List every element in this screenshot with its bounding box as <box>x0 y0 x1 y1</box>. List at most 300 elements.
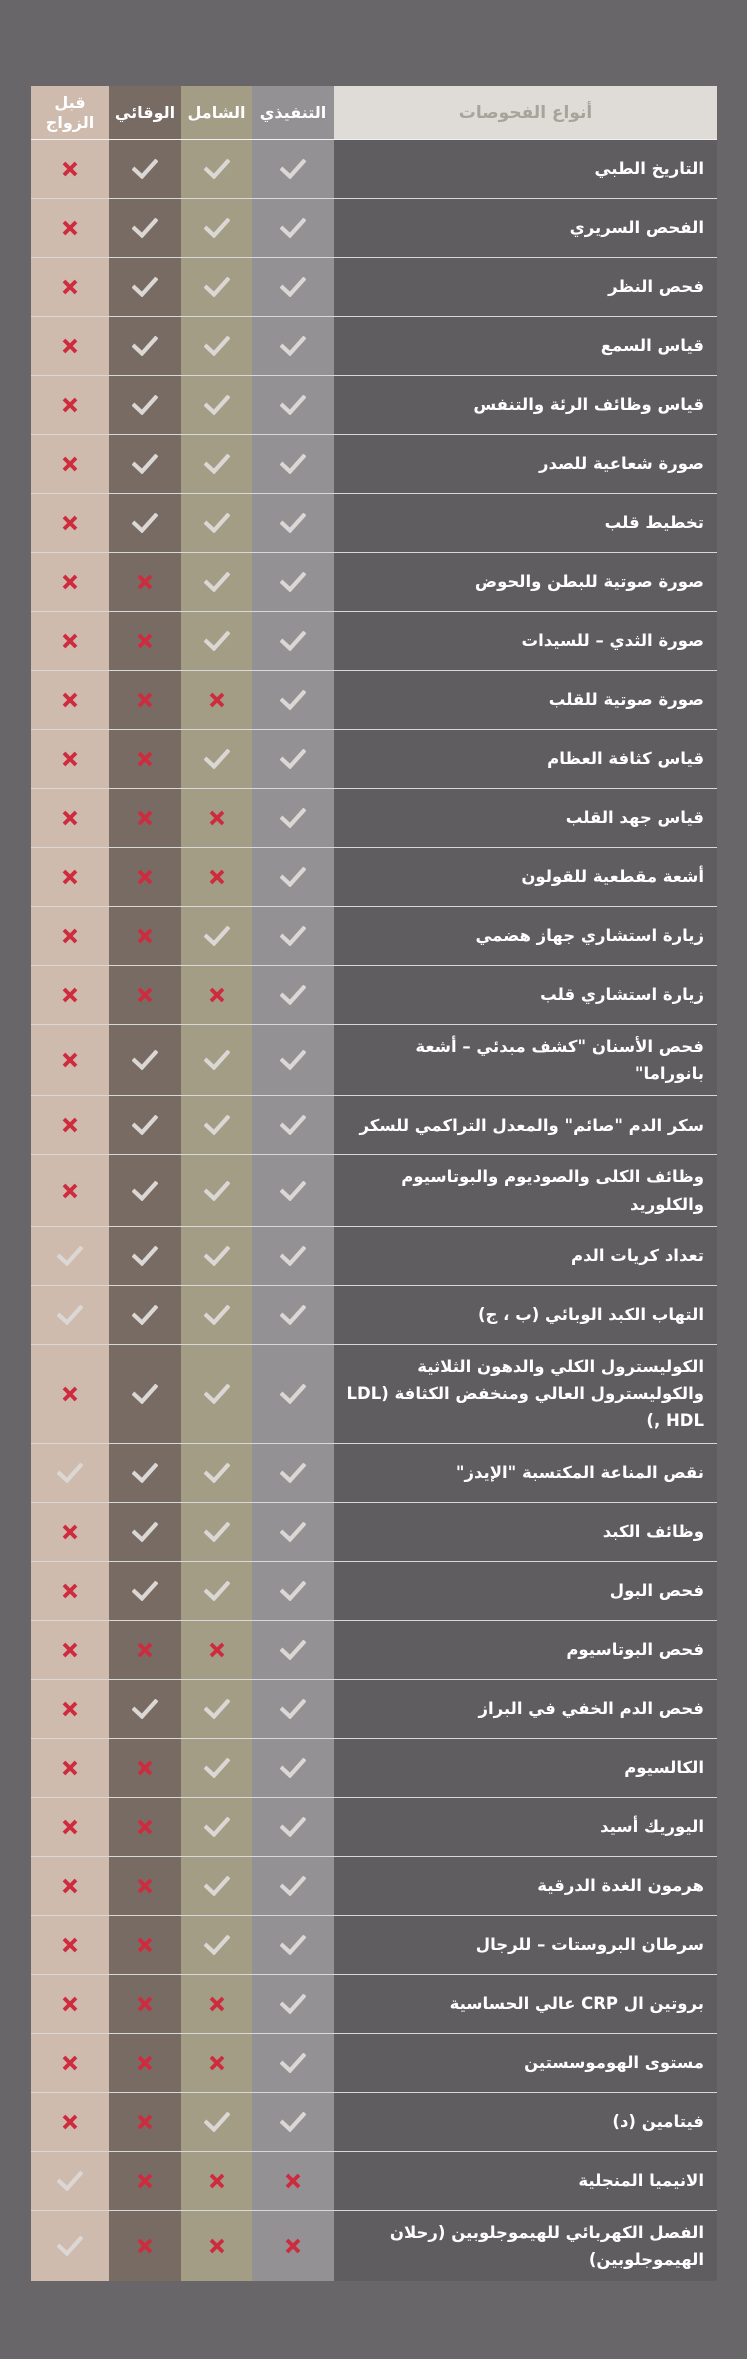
test-name-cell <box>334 2211 717 2281</box>
test-name-cell <box>334 1562 717 1620</box>
mark-cell-comprehensive <box>181 848 252 906</box>
mark-cell-executive <box>252 199 334 257</box>
mark-cell-executive <box>252 1345 334 1443</box>
mark-cell-comprehensive <box>181 258 252 316</box>
check-icon <box>280 1640 306 1660</box>
mark-cell-premarital <box>31 2034 109 2092</box>
mark-cell-executive <box>252 1155 334 1225</box>
check-icon <box>132 218 158 238</box>
check-icon <box>280 1384 306 1404</box>
test-name: وظائف الكبد <box>602 1521 704 1541</box>
check-icon <box>280 631 306 651</box>
check-icon <box>280 1181 306 1201</box>
table-row <box>31 1025 717 1096</box>
test-name-cell <box>334 1503 717 1561</box>
mark-cell-preventive <box>109 1798 181 1856</box>
cross-icon <box>62 1583 78 1599</box>
mark-cell-comprehensive <box>181 1155 252 1225</box>
test-name: الفحص السريري <box>569 218 704 238</box>
cross-icon <box>62 928 78 944</box>
table-row <box>31 1680 717 1739</box>
check-icon <box>280 395 306 415</box>
check-icon <box>204 926 230 946</box>
test-name: تعداد كريات الدم <box>571 1246 704 1266</box>
mark-cell-premarital <box>31 1621 109 1679</box>
check-icon <box>280 985 306 1005</box>
test-name-cell <box>334 2093 717 2151</box>
cross-icon <box>137 1819 153 1835</box>
mark-cell-comprehensive <box>181 1680 252 1738</box>
check-icon <box>280 336 306 356</box>
mark-cell-executive <box>252 1444 334 1502</box>
mark-cell-premarital <box>31 730 109 788</box>
test-name-cell <box>334 1345 717 1443</box>
check-icon <box>280 454 306 474</box>
mark-cell-executive <box>252 1025 334 1095</box>
mark-cell-executive <box>252 2093 334 2151</box>
cross-icon <box>62 397 78 413</box>
cross-icon <box>137 751 153 767</box>
mark-cell-preventive <box>109 1444 181 1502</box>
mark-cell-premarital <box>31 1857 109 1915</box>
mark-cell-executive <box>252 553 334 611</box>
mark-cell-comprehensive <box>181 376 252 434</box>
mark-cell-preventive <box>109 140 181 198</box>
mark-cell-preventive <box>109 1155 181 1225</box>
check-icon <box>204 277 230 297</box>
table-header-row <box>31 86 717 140</box>
mark-cell-comprehensive <box>181 2034 252 2092</box>
mark-cell-premarital <box>31 612 109 670</box>
table-row <box>31 1975 717 2034</box>
test-name-cell <box>334 199 717 257</box>
table-row <box>31 376 717 435</box>
check-icon <box>204 1115 230 1135</box>
test-name: صورة صوتية للقلب <box>548 690 704 710</box>
mark-cell-comprehensive <box>181 435 252 493</box>
test-name-cell <box>334 1025 717 1095</box>
table-row <box>31 1857 717 1916</box>
table-row <box>31 1155 717 1226</box>
cross-icon <box>137 1937 153 1953</box>
cross-icon <box>209 810 225 826</box>
check-icon <box>280 808 306 828</box>
test-name-cell <box>334 966 717 1024</box>
test-name-cell <box>334 907 717 965</box>
mark-cell-executive <box>252 494 334 552</box>
mark-cell-comprehensive <box>181 1444 252 1502</box>
check-icon <box>132 159 158 179</box>
check-icon <box>204 395 230 415</box>
column-header-executive <box>252 86 334 139</box>
check-icon <box>280 159 306 179</box>
mark-cell-premarital <box>31 1562 109 1620</box>
mark-cell-comprehensive <box>181 1798 252 1856</box>
check-icon <box>204 1581 230 1601</box>
test-name: فيتامين (د) <box>612 2111 704 2131</box>
mark-cell-comprehensive <box>181 730 252 788</box>
table-row <box>31 907 717 966</box>
cross-icon <box>62 1386 78 1402</box>
mark-cell-executive <box>252 1096 334 1154</box>
check-icon <box>280 1246 306 1266</box>
test-name: هرمون الغدة الدرقية <box>537 1875 704 1895</box>
mark-cell-comprehensive <box>181 1025 252 1095</box>
mark-cell-comprehensive <box>181 2152 252 2210</box>
mark-cell-comprehensive <box>181 1857 252 1915</box>
cross-icon <box>285 2238 301 2254</box>
table-row <box>31 494 717 553</box>
test-name: فحص البوتاسيوم <box>566 1639 704 1659</box>
test-name: قياس السمع <box>600 336 704 356</box>
mark-cell-premarital <box>31 553 109 611</box>
test-name-cell <box>334 1621 717 1679</box>
mark-cell-preventive <box>109 1025 181 1095</box>
test-name: بروتين ال CRP عالي الحساسية <box>449 1993 704 2013</box>
mark-cell-comprehensive <box>181 2093 252 2151</box>
column-header-preventive <box>109 86 181 139</box>
mark-cell-executive <box>252 2152 334 2210</box>
check-icon <box>280 1876 306 1896</box>
check-icon <box>280 1994 306 2014</box>
mark-cell-premarital <box>31 848 109 906</box>
test-name-cell <box>334 317 717 375</box>
table-row <box>31 1503 717 1562</box>
check-icon <box>204 1935 230 1955</box>
check-icon <box>132 1181 158 1201</box>
check-icon <box>132 1246 158 1266</box>
check-icon <box>204 1384 230 1404</box>
cross-icon <box>137 928 153 944</box>
check-icon <box>132 1699 158 1719</box>
mark-cell-premarital <box>31 1739 109 1797</box>
mark-cell-premarital <box>31 1227 109 1285</box>
mark-cell-executive <box>252 612 334 670</box>
test-name-cell <box>334 2034 717 2092</box>
column-header-premarital <box>31 86 109 139</box>
check-icon <box>204 631 230 651</box>
mark-cell-preventive <box>109 2093 181 2151</box>
mark-cell-comprehensive <box>181 907 252 965</box>
table-row <box>31 2211 717 2281</box>
cross-icon <box>62 1117 78 1133</box>
column-header-label: قبل الزواج <box>45 93 95 132</box>
table-row <box>31 1096 717 1155</box>
check-icon <box>280 277 306 297</box>
mark-cell-executive <box>252 1286 334 1344</box>
medical-checkup-comparison-page <box>0 86 747 2359</box>
cross-icon <box>62 1760 78 1776</box>
check-icon <box>204 159 230 179</box>
mark-cell-executive <box>252 258 334 316</box>
check-icon <box>280 572 306 592</box>
cross-icon <box>62 1701 78 1717</box>
test-name-cell <box>334 1096 717 1154</box>
test-name-cell <box>334 553 717 611</box>
test-name-cell <box>334 612 717 670</box>
mark-cell-preventive <box>109 1621 181 1679</box>
table-body <box>31 140 717 2281</box>
mark-cell-preventive <box>109 612 181 670</box>
table-row <box>31 671 717 730</box>
mark-cell-preventive <box>109 966 181 1024</box>
mark-cell-executive <box>252 140 334 198</box>
test-name: فحص الأسنان "كشف مبدئي – أشعة بانوراما" <box>415 1037 704 1084</box>
mark-cell-comprehensive <box>181 1227 252 1285</box>
test-name-cell <box>334 730 717 788</box>
check-icon <box>132 1050 158 1070</box>
mark-cell-premarital <box>31 1025 109 1095</box>
check-icon <box>204 218 230 238</box>
test-name: اليوريك أسيد <box>600 1816 704 1836</box>
mark-cell-preventive <box>109 1739 181 1797</box>
mark-cell-premarital <box>31 1503 109 1561</box>
test-name: صورة صوتية للبطن والحوض <box>474 572 704 592</box>
mark-cell-executive <box>252 1798 334 1856</box>
mark-cell-preventive <box>109 494 181 552</box>
mark-cell-executive <box>252 2211 334 2281</box>
mark-cell-preventive <box>109 317 181 375</box>
mark-cell-premarital <box>31 1975 109 2033</box>
test-name-cell <box>334 140 717 198</box>
cross-icon <box>62 2114 78 2130</box>
table-row <box>31 848 717 907</box>
cross-icon <box>209 869 225 885</box>
cross-icon <box>137 1760 153 1776</box>
cross-icon <box>209 2173 225 2189</box>
mark-cell-executive <box>252 2034 334 2092</box>
check-icon <box>280 1699 306 1719</box>
check-icon <box>280 749 306 769</box>
cross-icon <box>137 692 153 708</box>
mark-cell-premarital <box>31 966 109 1024</box>
cross-icon <box>137 987 153 1003</box>
mark-cell-comprehensive <box>181 199 252 257</box>
cross-icon <box>137 574 153 590</box>
mark-cell-preventive <box>109 730 181 788</box>
mark-cell-comprehensive <box>181 2211 252 2281</box>
mark-cell-executive <box>252 1503 334 1561</box>
mark-cell-preventive <box>109 671 181 729</box>
mark-cell-preventive <box>109 1227 181 1285</box>
mark-cell-preventive <box>109 1286 181 1344</box>
test-name: التاريخ الطبي <box>594 159 704 179</box>
check-icon <box>204 1876 230 1896</box>
cross-icon <box>137 633 153 649</box>
mark-cell-premarital <box>31 1680 109 1738</box>
cross-icon <box>62 810 78 826</box>
test-name-cell <box>334 494 717 552</box>
mark-cell-executive <box>252 1916 334 1974</box>
test-name: قياس وظائف الرئة والتنفس <box>473 395 704 415</box>
check-icon <box>132 1581 158 1601</box>
mark-cell-premarital <box>31 435 109 493</box>
column-header-label: الوقائي <box>114 102 176 122</box>
mark-cell-comprehensive <box>181 1503 252 1561</box>
mark-cell-premarital <box>31 317 109 375</box>
check-icon <box>132 1305 158 1325</box>
test-name: الفصل الكهربائي للهيموجلوبين (رحلان الهيموجلوبين) <box>389 2222 704 2269</box>
cross-icon <box>137 1878 153 1894</box>
test-name: تخطيط قلب <box>604 513 704 533</box>
check-icon <box>132 395 158 415</box>
test-name: وظائف الكلى والصوديوم والبوتاسيوم والكلوريد <box>401 1167 704 1214</box>
mark-cell-preventive <box>109 435 181 493</box>
cross-icon <box>62 574 78 590</box>
check-icon <box>280 2053 306 2073</box>
cross-icon <box>137 2114 153 2130</box>
test-name: الكالسيوم <box>624 1757 704 1777</box>
test-name: الكوليسترول الكلي والدهون الثلاثية والكوليسترول العالي ومنخفض الكثافة (LDL , HDL) <box>346 1356 704 1431</box>
table-row <box>31 1798 717 1857</box>
check-icon <box>132 1463 158 1483</box>
test-name-cell <box>334 435 717 493</box>
check-icon <box>132 336 158 356</box>
check-icon <box>280 867 306 887</box>
mark-cell-comprehensive <box>181 494 252 552</box>
check-icon <box>132 277 158 297</box>
mark-cell-preventive <box>109 199 181 257</box>
mark-cell-executive <box>252 1739 334 1797</box>
test-name-cell <box>334 1227 717 1285</box>
cross-icon <box>62 1183 78 1199</box>
table-row <box>31 258 717 317</box>
cross-icon <box>62 161 78 177</box>
mark-cell-premarital <box>31 2093 109 2151</box>
table-row <box>31 612 717 671</box>
mark-cell-preventive <box>109 1857 181 1915</box>
mark-cell-comprehensive <box>181 1096 252 1154</box>
check-icon <box>280 218 306 238</box>
check-icon <box>204 1246 230 1266</box>
mark-cell-comprehensive <box>181 1975 252 2033</box>
mark-cell-preventive <box>109 1096 181 1154</box>
mark-cell-premarital <box>31 671 109 729</box>
mark-cell-comprehensive <box>181 1562 252 1620</box>
check-icon <box>204 2112 230 2132</box>
mark-cell-premarital <box>31 2152 109 2210</box>
table-row <box>31 553 717 612</box>
test-name-cell <box>334 848 717 906</box>
mark-cell-executive <box>252 789 334 847</box>
mark-cell-executive <box>252 1680 334 1738</box>
mark-cell-executive <box>252 1621 334 1679</box>
mark-cell-premarital <box>31 140 109 198</box>
table-row <box>31 1345 717 1444</box>
mark-cell-executive <box>252 317 334 375</box>
column-header-comprehensive <box>181 86 252 139</box>
mark-cell-executive <box>252 907 334 965</box>
check-icon <box>204 1050 230 1070</box>
test-name: أشعة مقطعية للقولون <box>521 867 704 887</box>
test-name-cell <box>334 1155 717 1225</box>
cross-icon <box>62 1996 78 2012</box>
mark-cell-preventive <box>109 789 181 847</box>
cross-icon <box>137 2173 153 2189</box>
check-icon <box>204 1522 230 1542</box>
check-icon <box>280 1758 306 1778</box>
mark-cell-preventive <box>109 1503 181 1561</box>
mark-cell-executive <box>252 376 334 434</box>
check-icon <box>280 2112 306 2132</box>
test-name: سرطان البروستات – للرجال <box>475 1934 704 1954</box>
test-name: سكر الدم "صائم" والمعدل التراكمي للسكر <box>359 1115 704 1135</box>
mark-cell-preventive <box>109 1345 181 1443</box>
table-row <box>31 1621 717 1680</box>
table-row <box>31 2152 717 2211</box>
mark-cell-premarital <box>31 1155 109 1225</box>
mark-cell-preventive <box>109 258 181 316</box>
cross-icon <box>137 2238 153 2254</box>
column-header-label: التنفيذي <box>259 102 327 122</box>
check-icon <box>204 1181 230 1201</box>
mark-cell-premarital <box>31 199 109 257</box>
test-name-cell <box>334 671 717 729</box>
table-row <box>31 1916 717 1975</box>
mark-cell-preventive <box>109 2211 181 2281</box>
check-icon <box>204 336 230 356</box>
cross-icon <box>209 2238 225 2254</box>
cross-icon <box>62 279 78 295</box>
mark-cell-premarital <box>31 494 109 552</box>
cross-icon <box>62 1937 78 1953</box>
mark-cell-comprehensive <box>181 1916 252 1974</box>
cross-icon <box>62 456 78 472</box>
cross-icon <box>62 2055 78 2071</box>
cross-icon <box>62 633 78 649</box>
check-icon <box>57 2171 83 2191</box>
test-name: قياس كثافة العظام <box>547 749 704 769</box>
test-name: فحص البول <box>609 1580 704 1600</box>
check-icon <box>280 690 306 710</box>
mark-cell-premarital <box>31 1444 109 1502</box>
mark-cell-executive <box>252 966 334 1024</box>
check-icon <box>57 1305 83 1325</box>
cross-icon <box>62 692 78 708</box>
test-name-cell <box>334 1680 717 1738</box>
check-icon <box>280 1817 306 1837</box>
mark-cell-preventive <box>109 2034 181 2092</box>
test-name: نقص المناعة المكتسبة "الإيدز" <box>455 1462 704 1482</box>
table-row <box>31 789 717 848</box>
mark-cell-premarital <box>31 1286 109 1344</box>
table-row <box>31 1227 717 1286</box>
check-icon <box>57 1463 83 1483</box>
test-name: الانيميا المنجلية <box>578 2170 704 2190</box>
test-name: التهاب الكبد الوبائي (ب ، ج) <box>478 1305 704 1325</box>
mark-cell-premarital <box>31 789 109 847</box>
mark-cell-executive <box>252 1857 334 1915</box>
mark-cell-comprehensive <box>181 1345 252 1443</box>
check-icon <box>204 1699 230 1719</box>
check-icon <box>57 2236 83 2256</box>
cross-icon <box>137 1642 153 1658</box>
check-icon <box>132 1115 158 1135</box>
test-name-cell <box>334 1857 717 1915</box>
mark-cell-preventive <box>109 1916 181 1974</box>
check-icon <box>204 1758 230 1778</box>
test-name-cell <box>334 1975 717 2033</box>
check-icon <box>204 1463 230 1483</box>
mark-cell-preventive <box>109 907 181 965</box>
cross-icon <box>209 1642 225 1658</box>
test-name-cell <box>334 1444 717 1502</box>
mark-cell-preventive <box>109 848 181 906</box>
test-name-cell <box>334 1916 717 1974</box>
check-icon <box>280 1935 306 1955</box>
mark-cell-preventive <box>109 1975 181 2033</box>
cross-icon <box>209 1996 225 2012</box>
